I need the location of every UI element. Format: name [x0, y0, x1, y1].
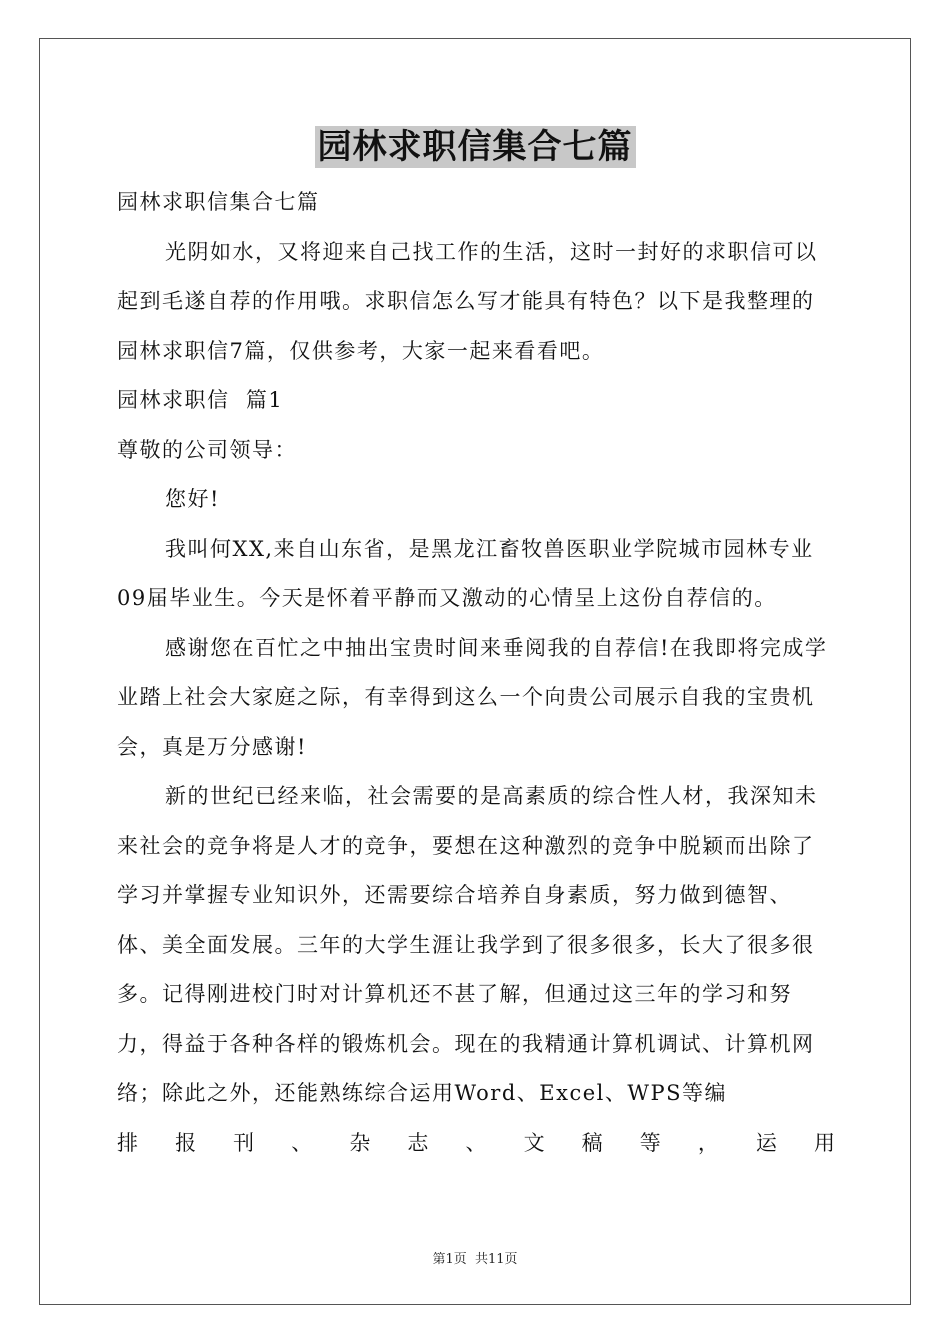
intro-paragraph: 光阴如水，又将迎来自己找工作的生活，这时一封好的求职信可以起到毛遂自荐的作用哦。求职信怎么写才能具有特色？以下是我整理的园林求职信7篇，仅供参考，大家一起来看看吧。	[117, 239, 818, 363]
body-paragraph: 新的世纪已经来临，社会需要的是高素质的综合性人材，我深知未来社会的竞争将是人才的竞争，要想在这种激烈的竞争中脱颖而出除了学习并掌握专业知识外，还需要综合培养自身素质，努力做到德智、体、美全面发展。三年的大学生涯让我学到了很多很多，长大了很多很多。记得刚进校门时对计算机还不甚了解，但通过这三年的学习和努力，得益于各种各样的锻炼机会。现在的我精通计算机调试、计算机网络；除此之外，还能熟练综合运用Word、Excel、WPS等编	[117, 784, 818, 1105]
title-container	[0, 126, 950, 168]
section-heading: 园林求职信 篇1	[117, 388, 284, 412]
greeting: 您好!	[165, 487, 220, 511]
body-last-line: 排报刊、杂志、文稿等，运用	[117, 1130, 835, 1155]
body-paragraph: 感谢您在百忙之中抽出宝贵时间来垂阅我的自荐信!在我即将完成学业踏上社会大家庭之际，有幸得到这么一个向贵公司展示自我的宝贵机会，真是万分感谢!	[117, 635, 828, 759]
salutation: 尊敬的公司领导：	[117, 437, 297, 462]
page-number-footer: 第1页 共11页	[432, 1252, 518, 1267]
body-paragraph: 我叫何XX,来自山东省，是黑龙江畜牧兽医职业学院城市园林专业09届毕业生。今天是怀着平静而又激动的心情呈上这份自荐信的。	[117, 536, 814, 610]
document-title: 园林求职信集合七篇	[315, 126, 636, 168]
document-body	[117, 178, 835, 1168]
document-subtitle: 园林求职信集合七篇	[117, 190, 320, 214]
